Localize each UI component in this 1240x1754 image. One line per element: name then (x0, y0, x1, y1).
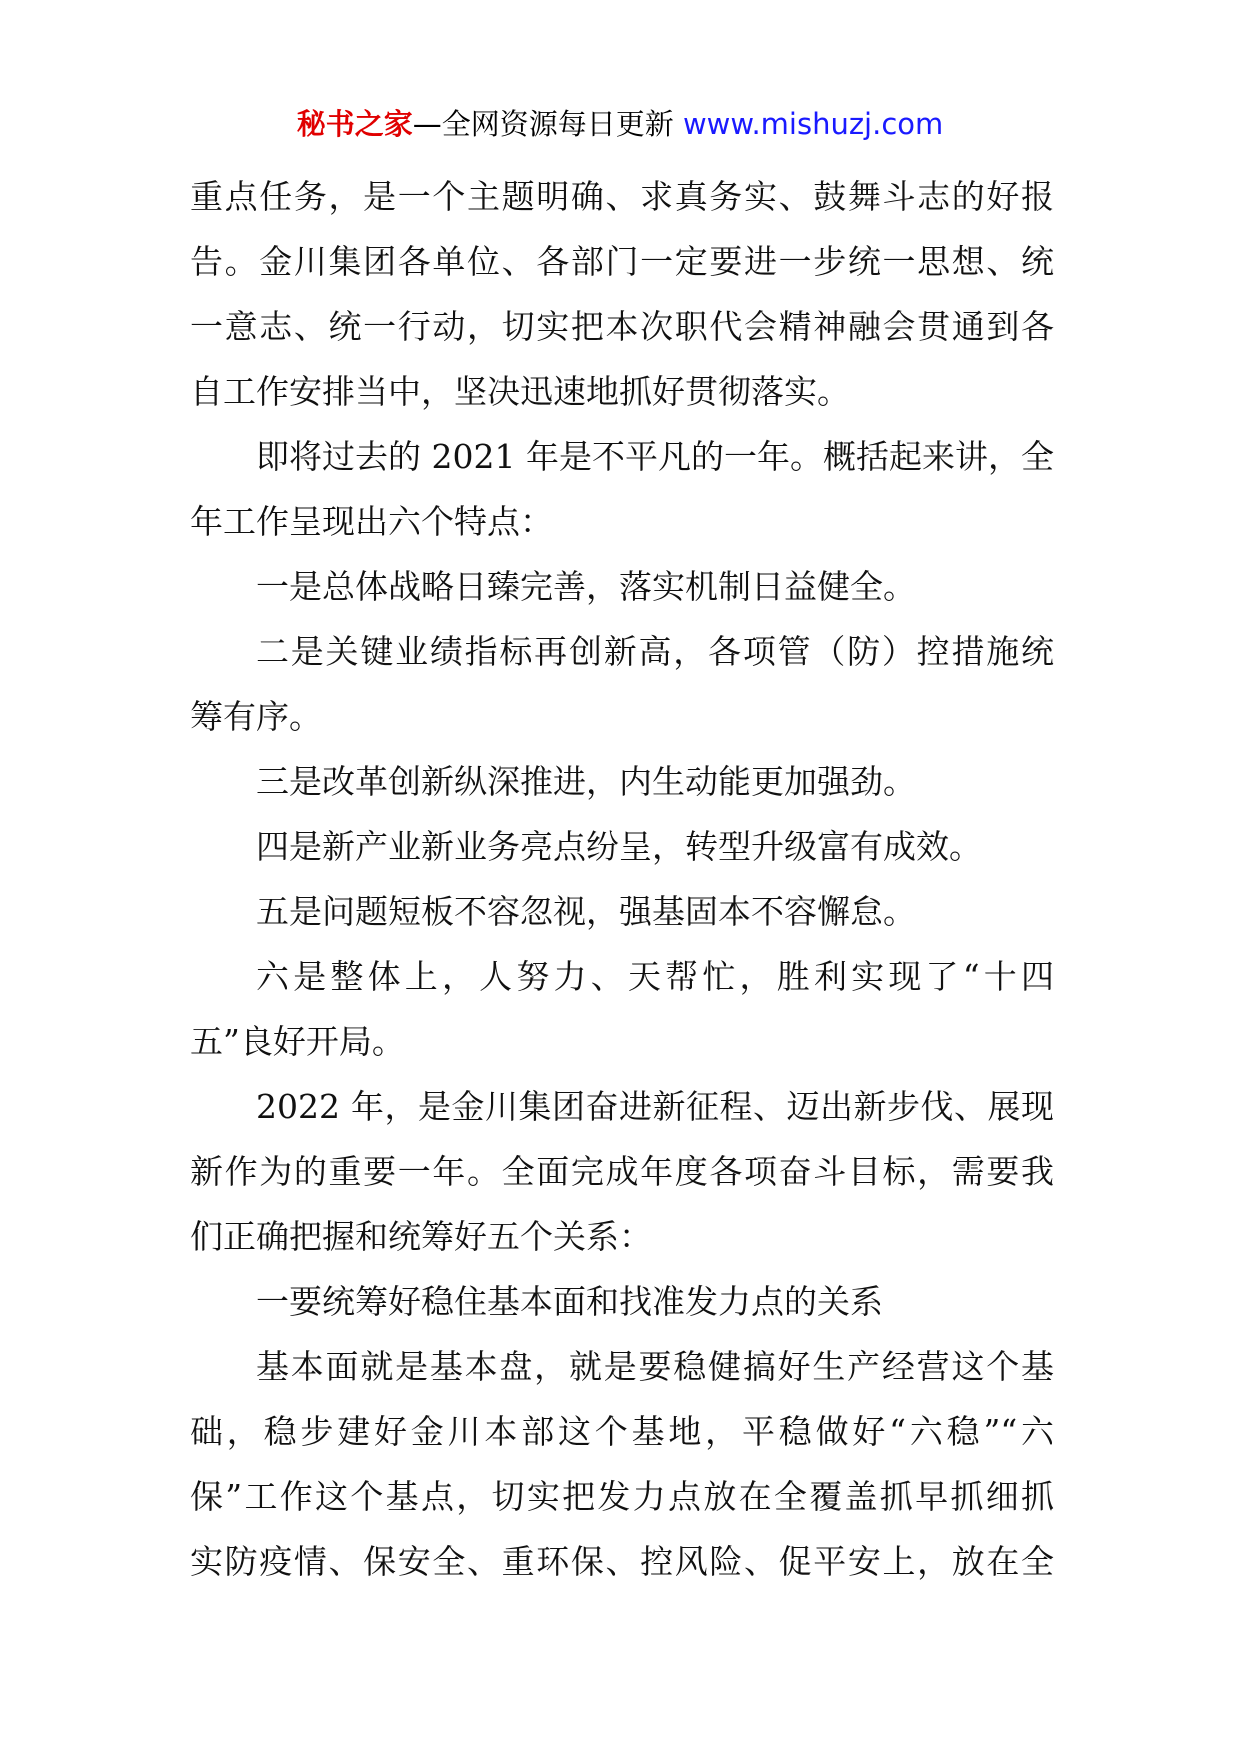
text-line: 五”良好开局。 (190, 1022, 405, 1061)
text-line: 保”工作这个基点，切实把发力点放在全覆盖抓早抓细抓 (190, 1477, 1054, 1516)
brand-name: 秘书之家 (296, 107, 413, 141)
text-line: 六是整体上，人努力、天帮忙，胜利实现了“十四 (256, 957, 1054, 996)
text-line: 重点任务，是一个主题明确、求真务实、鼓舞斗志的好报 (190, 177, 1054, 216)
text-line: 即将过去的 2021 年是不平凡的一年。概括起来讲，全 (256, 437, 1054, 476)
text-line: 五是问题短板不容忽视，强基固本不容懈怠。 (256, 892, 916, 931)
text-line: 一意志、统一行动，切实把本次职代会精神融会贯通到各 (190, 307, 1054, 346)
text-line: 一要统筹好稳住基本面和找准发力点的关系 (256, 1282, 883, 1321)
text-line: 四是新产业新业务亮点纷呈，转型升级富有成效。 (256, 827, 982, 866)
text-line: 实防疫情、保安全、重环保、控风险、促平安上，放在全 (190, 1542, 1054, 1581)
document-header (0, 104, 1240, 144)
text-line: 年工作呈现出六个特点： (190, 502, 553, 541)
text-line: 2022 年，是金川集团奋进新征程、迈出新步伐、展现 (256, 1087, 1054, 1126)
text-line: 告。金川集团各单位、各部门一定要进一步统一思想、统 (190, 242, 1054, 281)
text-line: 础，稳步建好金川本部这个基地，平稳做好“六稳”“六 (190, 1412, 1054, 1451)
text-line: 基本面就是基本盘，就是要稳健搞好生产经营这个基 (256, 1347, 1054, 1386)
document-body (190, 164, 1054, 1594)
text-line: 筹有序。 (190, 697, 322, 736)
text-line: 们正确把握和统筹好五个关系： (190, 1217, 652, 1256)
text-line: 新作为的重要一年。全面完成年度各项奋斗目标，需要我 (190, 1152, 1054, 1191)
text-line: 自工作安排当中，坚决迅速地抓好贯彻落实。 (190, 372, 850, 411)
header-tagline: —全网资源每日更新 (412, 107, 674, 141)
text-line: 一是总体战略日臻完善，落实机制日益健全。 (256, 567, 916, 606)
text-line: 二是关键业绩指标再创新高，各项管（防）控措施统 (256, 632, 1054, 671)
text-line: 三是改革创新纵深推进，内生动能更加强劲。 (256, 762, 916, 801)
site-url-link[interactable]: www.mishuzj.com (682, 107, 944, 141)
